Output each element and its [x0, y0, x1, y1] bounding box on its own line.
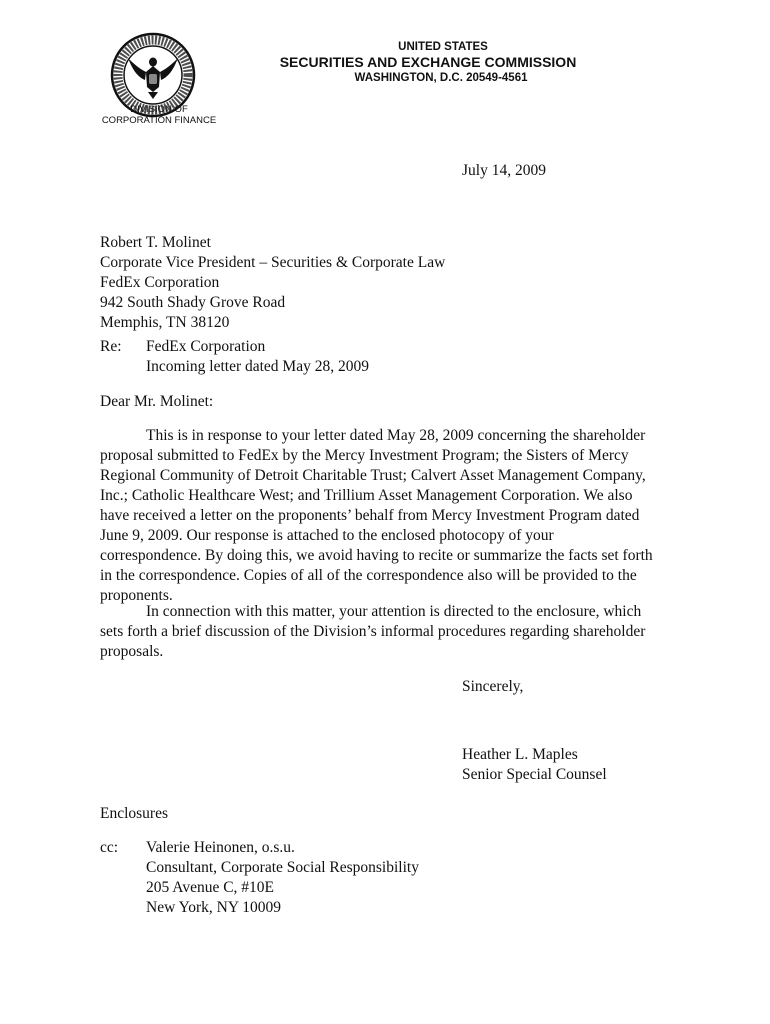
enclosures-label: Enclosures	[100, 805, 169, 822]
paragraph-line: proponents.	[100, 587, 173, 604]
paragraph-line: have received a letter on the proponents’ behalf from Mercy Investment Program dated	[100, 507, 640, 524]
salutation: Dear Mr. Molinet:	[100, 393, 214, 410]
agency-name: SECURITIES AND EXCHANGE COMMISSION	[279, 54, 577, 70]
cc-line: Valerie Heinonen, o.s.u.	[146, 839, 295, 856]
paragraph-line: June 9, 2009. Our response is attached to the enclosed photocopy of your	[100, 527, 554, 544]
agency-address: WASHINGTON, D.C. 20549-4561	[354, 72, 528, 84]
closing: Sincerely,	[462, 678, 524, 695]
paragraph-line: This is in response to your letter dated May 28, 2009 concerning the shareholder	[146, 427, 646, 444]
re-line: Incoming letter dated May 28, 2009	[146, 358, 369, 375]
recipient-city: Memphis, TN 38120	[100, 314, 230, 331]
re-label: Re:	[100, 338, 122, 355]
signer-name: Heather L. Maples	[462, 746, 578, 763]
cc-label: cc:	[100, 839, 119, 856]
paragraph-line: Inc.; Catholic Healthcare West; and Trillium Asset Management Corporation. We also	[100, 487, 633, 504]
recipient-street: 942 South Shady Grove Road	[100, 294, 286, 311]
body-paragraph-1	[100, 426, 660, 606]
signature-block	[462, 745, 607, 785]
paragraph-line: proposal submitted to FedEx by the Mercy Investment Program; the Sisters of Mercy	[100, 447, 629, 464]
paragraph-line: in the correspondence. Copies of all of the correspondence also will be provided to the	[100, 567, 637, 584]
recipient-title: Corporate Vice President – Securities & Corporate Law	[100, 254, 446, 271]
body-paragraph-2	[100, 602, 660, 662]
signer-title: Senior Special Counsel	[462, 766, 607, 783]
recipient-address	[100, 233, 445, 333]
re-subject	[146, 337, 369, 377]
agency-country: UNITED STATES	[398, 41, 488, 53]
agency-header	[270, 40, 586, 85]
division-line: DIVISION OF	[130, 104, 188, 115]
re-line: FedEx Corporation	[146, 338, 266, 355]
division-label	[100, 104, 218, 126]
letter-date: July 14, 2009	[462, 162, 546, 179]
recipient-company: FedEx Corporation	[100, 274, 220, 291]
cc-line: Consultant, Corporate Social Responsibility	[146, 859, 419, 876]
recipient-name: Robert T. Molinet	[100, 234, 211, 251]
cc-line: New York, NY 10009	[146, 899, 282, 916]
cc-line: 205 Avenue C, #10E	[146, 879, 275, 896]
paragraph-line: proposals.	[100, 643, 164, 660]
paragraph-line: In connection with this matter, your attention is directed to the enclosure, which	[146, 603, 642, 620]
paragraph-line: sets forth a brief discussion of the Division’s informal procedures regarding shareholder	[100, 623, 646, 640]
paragraph-line: Regional Community of Detroit Charitable Trust; Calvert Asset Management Company,	[100, 467, 646, 484]
cc-recipient	[146, 838, 419, 918]
paragraph-line: correspondence. By doing this, we avoid having to recite or summarize the facts set forth	[100, 547, 653, 564]
division-line: CORPORATION FINANCE	[101, 115, 217, 126]
